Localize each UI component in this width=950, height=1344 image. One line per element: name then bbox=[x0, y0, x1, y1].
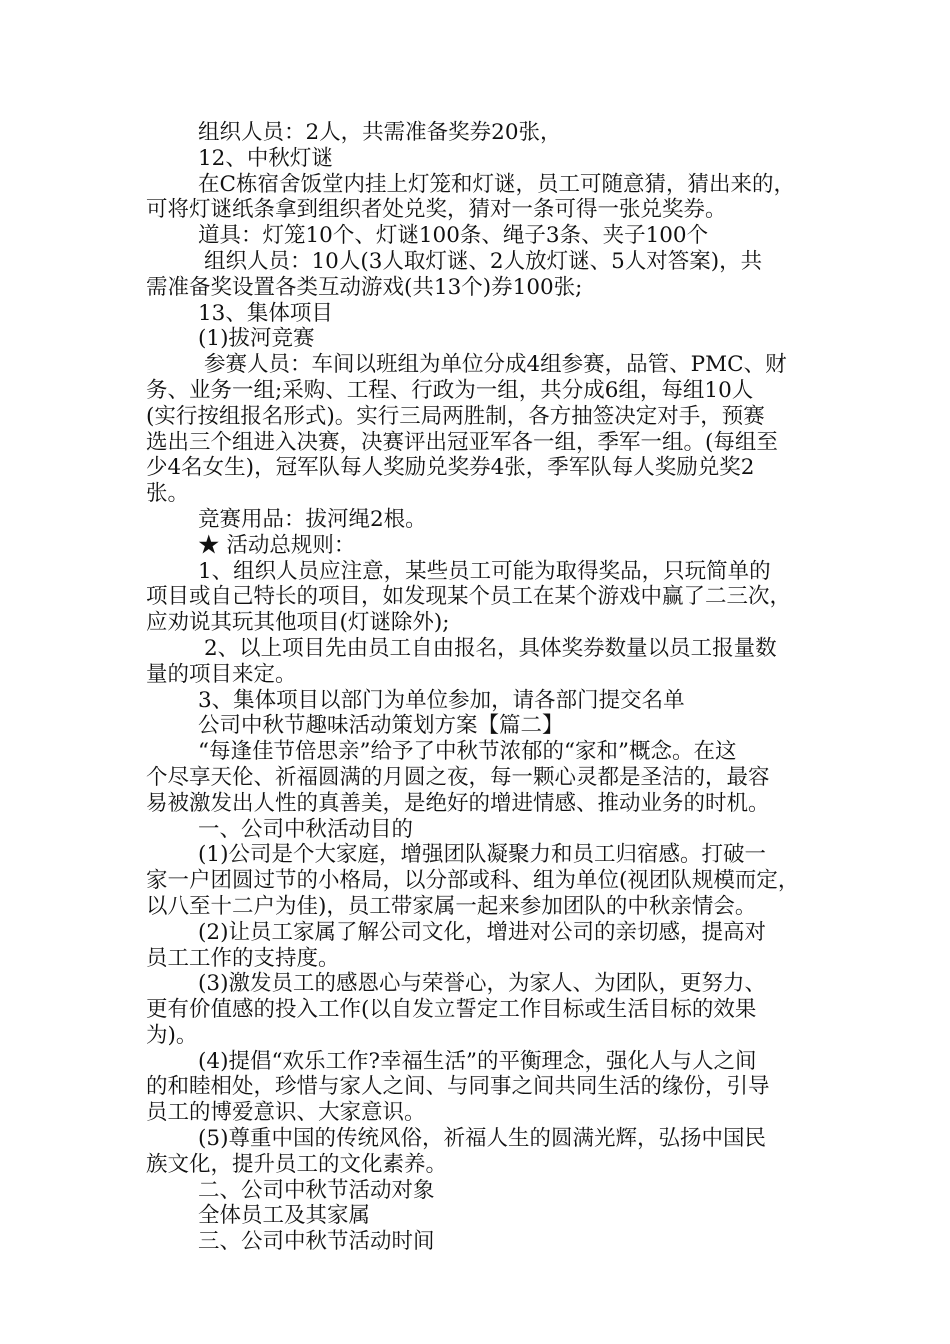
text-line: 组织人员：10人(3人取灯谜、2人放灯谜、5人对答案)，共 bbox=[204, 248, 763, 274]
text-line: 以八至十二户为佳)，员工带家属一起来参加团队的中秋亲情会。 bbox=[146, 893, 757, 919]
section-heading: 一、公司中秋活动目的 bbox=[198, 816, 414, 842]
text-line: 全体员工及其家属 bbox=[198, 1203, 371, 1229]
text-line: 3、集体项目以部门为单位参加，请各部门提交名单 bbox=[198, 687, 685, 713]
text-line: 易被激发出人性的真善美，是绝好的增进情感、推动业务的时机。 bbox=[146, 790, 770, 816]
section-heading: 13、集体项目 bbox=[198, 300, 333, 326]
text-line: 为)。 bbox=[146, 1022, 198, 1048]
text-line: 项目或自己特长的项目，如发现某个员工在某个游戏中赢了二三次， bbox=[146, 584, 792, 610]
section-heading: 12、中秋灯谜 bbox=[198, 145, 333, 171]
text-line: 可将灯谜纸条拿到组织者处兑奖，猜对一条可得一张兑奖券。 bbox=[146, 197, 727, 223]
document-body bbox=[146, 120, 826, 1255]
section-heading: 公司中秋节趣味活动策划方案【篇二】 bbox=[198, 713, 564, 739]
text-line: (2)让员工家属了解公司文化，增进对公司的亲切感，提高对 bbox=[198, 919, 766, 945]
text-line: 2、以上项目先由员工自由报名，具体奖券数量以员工报量数 bbox=[204, 635, 777, 661]
text-line: 需准备奖设置各类互动游戏(共13个)券100张; bbox=[146, 274, 583, 300]
text-line: 务、业务一组;采购、工程、行政为一组，共分成6组，每组10人 bbox=[146, 377, 754, 403]
text-line: 的和睦相处，珍惜与家人之间、与同事之间共同生活的缘份，引导 bbox=[146, 1074, 770, 1100]
section-heading: 二、公司中秋节活动对象 bbox=[198, 1177, 435, 1203]
text-line: (实行按组报名形式)。实行三局两胜制，各方抽签决定对手，预赛 bbox=[146, 403, 765, 429]
text-line: (5)尊重中国的传统风俗，祈福人生的圆满光辉，弘扬中国民 bbox=[198, 1126, 766, 1152]
text-line: 组织人员：2人，共需准备奖券20张， bbox=[198, 120, 562, 145]
text-line: 道具：灯笼10个、灯谜100条、绳子3条、夹子100个 bbox=[198, 223, 709, 249]
text-line: 选出三个组进入决赛，决赛评出冠亚军各一组，季军一组。(每组至 bbox=[146, 429, 778, 455]
section-heading: 三、公司中秋节活动时间 bbox=[198, 1229, 435, 1255]
text-line: 参赛人员：车间以班组为单位分成4组参赛，品管、PMC、财 bbox=[204, 352, 787, 378]
text-line: 张。 bbox=[146, 481, 190, 507]
text-line: 1、组织人员应注意，某些员工可能为取得奖品，只玩简单的 bbox=[198, 558, 771, 584]
text-line: 竞赛用品：拔河绳2根。 bbox=[198, 506, 427, 532]
text-line: (3)激发员工的感恩心与荣誉心，为家人、为团队，更努力、 bbox=[198, 971, 766, 997]
text-line: 应劝说其玩其他项目(灯谜除外); bbox=[146, 610, 450, 636]
text-line: (1)公司是个大家庭，增强团队凝聚力和员工归宿感。打破一 bbox=[198, 842, 766, 868]
text-line: 量的项目来定。 bbox=[146, 661, 297, 687]
text-line: 在C栋宿舍饭堂内挂上灯笼和灯谜，员工可随意猜，猜出来的， bbox=[198, 171, 795, 197]
text-line: 员工工作的支持度。 bbox=[146, 945, 340, 971]
text-line: 更有价值感的投入工作(以自发立誓定工作目标或生活目标的效果 bbox=[146, 997, 757, 1023]
text-line: 家一户团圆过节的小格局，以分部或科、组为单位(视团队规模而定， bbox=[146, 868, 800, 894]
text-line: 员工的博爱意识、大家意识。 bbox=[146, 1100, 426, 1126]
text-line: 族文化，提升员工的文化素养。 bbox=[146, 1151, 448, 1177]
text-line: 个尽享天伦、祈福圆满的月圆之夜，每一颗心灵都是圣洁的，最容 bbox=[146, 764, 770, 790]
text-line: 少4名女生)，冠军队每人奖励兑奖券4张，季军队每人奖励兑奖2 bbox=[146, 455, 755, 481]
text-line: (4)提倡“欢乐工作?幸福生活”的平衡理念，强化人与人之间 bbox=[198, 1048, 757, 1074]
section-heading: (1)拔河竞赛 bbox=[198, 326, 315, 352]
text-line: “每逢佳节倍思亲”给予了中秋节浓郁的“家和”概念。在这 bbox=[198, 739, 737, 765]
section-heading: ★ 活动总规则： bbox=[198, 532, 356, 558]
